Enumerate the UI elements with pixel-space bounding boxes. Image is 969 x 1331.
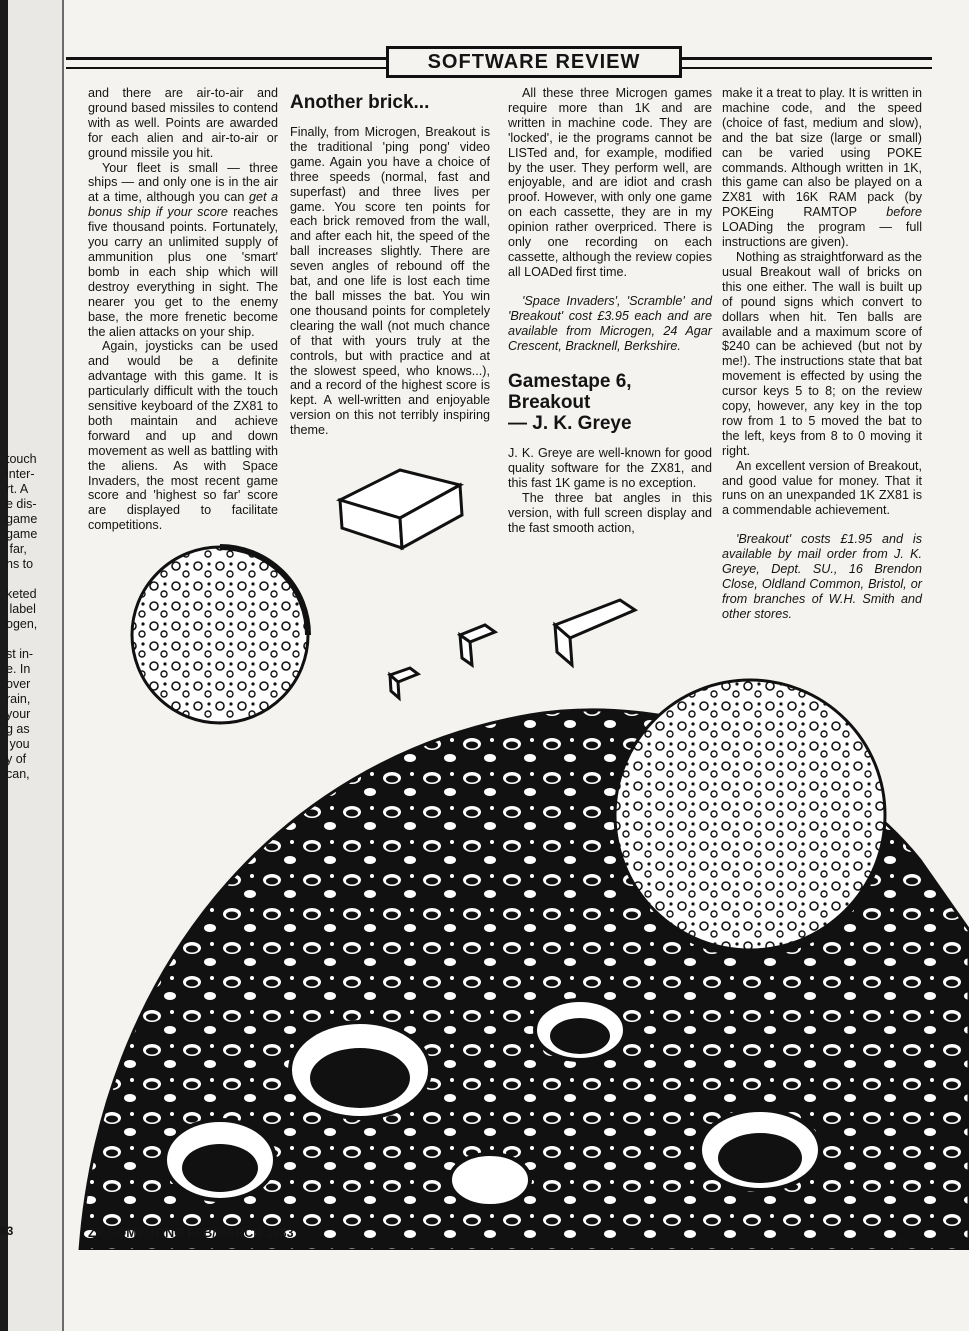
col4-p1-text-a: make it a treat to play. It is written in machine code, and the speed (choice of fast, medium and slow), and the bat size (large or small) can be varied using POKE commands. Although written in 1K, this game can also be played on a ZX81 with 16K RAM pack (by POKEing RAMTOP xyxy=(722,86,922,220)
col3-paragraph-3: J. K. Greye are well-known for good quality software for the ZX81, and this fast 1K game is no exception. xyxy=(508,446,712,491)
col1-p2-text-b: reaches five thousand points. Fortunately, you carry an unlimited supply of ammunition plus one 'smart' bomb in each ship which will destroy everything in sight. The nearer you get to the enemy base, the more frenetic become the alien attacks on your ship. xyxy=(88,205,278,339)
col3-price-italic: 'Space Invaders', 'Scramble' and 'Breakout' cost £3.95 each and are available from Microgen, 24 Agar Crescent, Bracknell, Berkshire. xyxy=(508,293,712,353)
facing-page-text-fragments: touch inter- rt. A e dis- game game far, ns to keted label ogen, st in- e. In over rain, your g as you y of can, xyxy=(6,452,38,781)
col1-paragraph-1: and there are air-to-air and ground based missiles to contend with as well. Points are awarded for each alien and air-to-air or ground missile you hit. xyxy=(88,86,278,160)
section-title: SOFTWARE REVIEW xyxy=(386,46,682,78)
col3-paragraph-1: All these three Microgen games require more than 1K and are written in machine code. They are 'locked', ie the programs cannot be LISTed and, for example, modified by the user. They perform well, are enjoyable, and are idiot and crash proof. However, with only one game on each cassette, they are in my opinion rather overpriced. There is only one recording on each cassette, although the review copies all LOADed first time. xyxy=(508,86,712,279)
col4-p1-text-b: LOADing the program — full instructions are given). xyxy=(722,220,922,250)
col2-paragraph-1: Finally, from Microgen, Breakout is the traditional 'ping pong' video game. Again you have a choice of three speeds (normal, fast and superfast) and three lives per game. You score ten points for each brick removed from the wall, and after each hit, the speed of the ball increases slightly. There are seven angles of rebound off the bat, and one life is lost each time the ball misses the bat. You win one thousand points for completely clearing the wall (not much chance of that with yours truly at the controls, but with practice and at the slowest speed, who knows...), and a record of the highest score is kept. A well-written and enjoyable version on this not terribly inspiring theme. xyxy=(290,125,490,438)
col4-paragraph-2: Nothing as straightforward as the usual Breakout wall of bricks on this one either. The wall is built up of pound signs which convert to dollars when hit. Ten balls are available and a maximum score of $240 can be achieved (but not by me!). The instructions state that bat movement is effected by using the cursor keys 5 to 8; on the review copy, however, any key in the top row from 1 to 5 moved the bat to the left, keys from 8 to 0 moving it right. xyxy=(722,249,922,458)
col3-paragraph-2 xyxy=(508,294,712,354)
col1-p2-text-a: Your fleet is small — three ships — and only one is in the air at a time, although you can xyxy=(88,160,278,205)
footer-magazine-title: ZX COMPUTING FEB/MARCH 1983 xyxy=(88,1226,294,1240)
col1-paragraph-2 xyxy=(88,161,278,340)
col1-paragraph-3: Again, joysticks can be used and would be a definite advantage with this game. It is particularly difficult with the touch sensitive keyboard of the ZX81 to both maintain and achieve forward and up and down movement as well as battling with the aliens. As with Space Invaders, the most recent game score and 'highest so far' score are displayed to facilitate competitions. xyxy=(88,339,278,533)
col1-p2-italic: get a bonus ship if your score xyxy=(88,190,278,220)
flying-bricks xyxy=(340,470,635,698)
heading-line-2: Breakout xyxy=(508,392,591,414)
col4-paragraph-3: An excellent version of Breakout, and good value for money. That it runs on an unexpanded 1K ZX81 is a commendable achievement. xyxy=(722,458,922,518)
section-header xyxy=(66,46,932,76)
heading-line-1: Gamestape 6, xyxy=(508,371,632,393)
col4-paragraph-1 xyxy=(722,86,922,250)
facing-page-number: 83 xyxy=(0,1224,14,1238)
footer-page-number: 41 xyxy=(895,1236,909,1250)
heading-another-brick: Another brick... xyxy=(290,92,430,113)
heading-gamestape-6 xyxy=(508,371,712,434)
column-2 xyxy=(290,86,490,438)
right-moon xyxy=(615,680,885,950)
heading-line-3: — J. K. Greye xyxy=(508,413,632,435)
col3-paragraph-4: The three bat angles in this version, with full screen display and the fast smooth action, xyxy=(508,491,712,535)
col4-p1-italic: before xyxy=(886,205,922,220)
space-illustration xyxy=(60,460,969,1250)
col4-price-italic: 'Breakout' costs £1.95 and is available by mail order from J. K. Greye, Dept. SU., 16 Brendon Close, Oldland Common, Bristol, or from branches of W.H. Smith and other stores. xyxy=(722,532,922,621)
facing-page-edge xyxy=(0,0,64,1331)
